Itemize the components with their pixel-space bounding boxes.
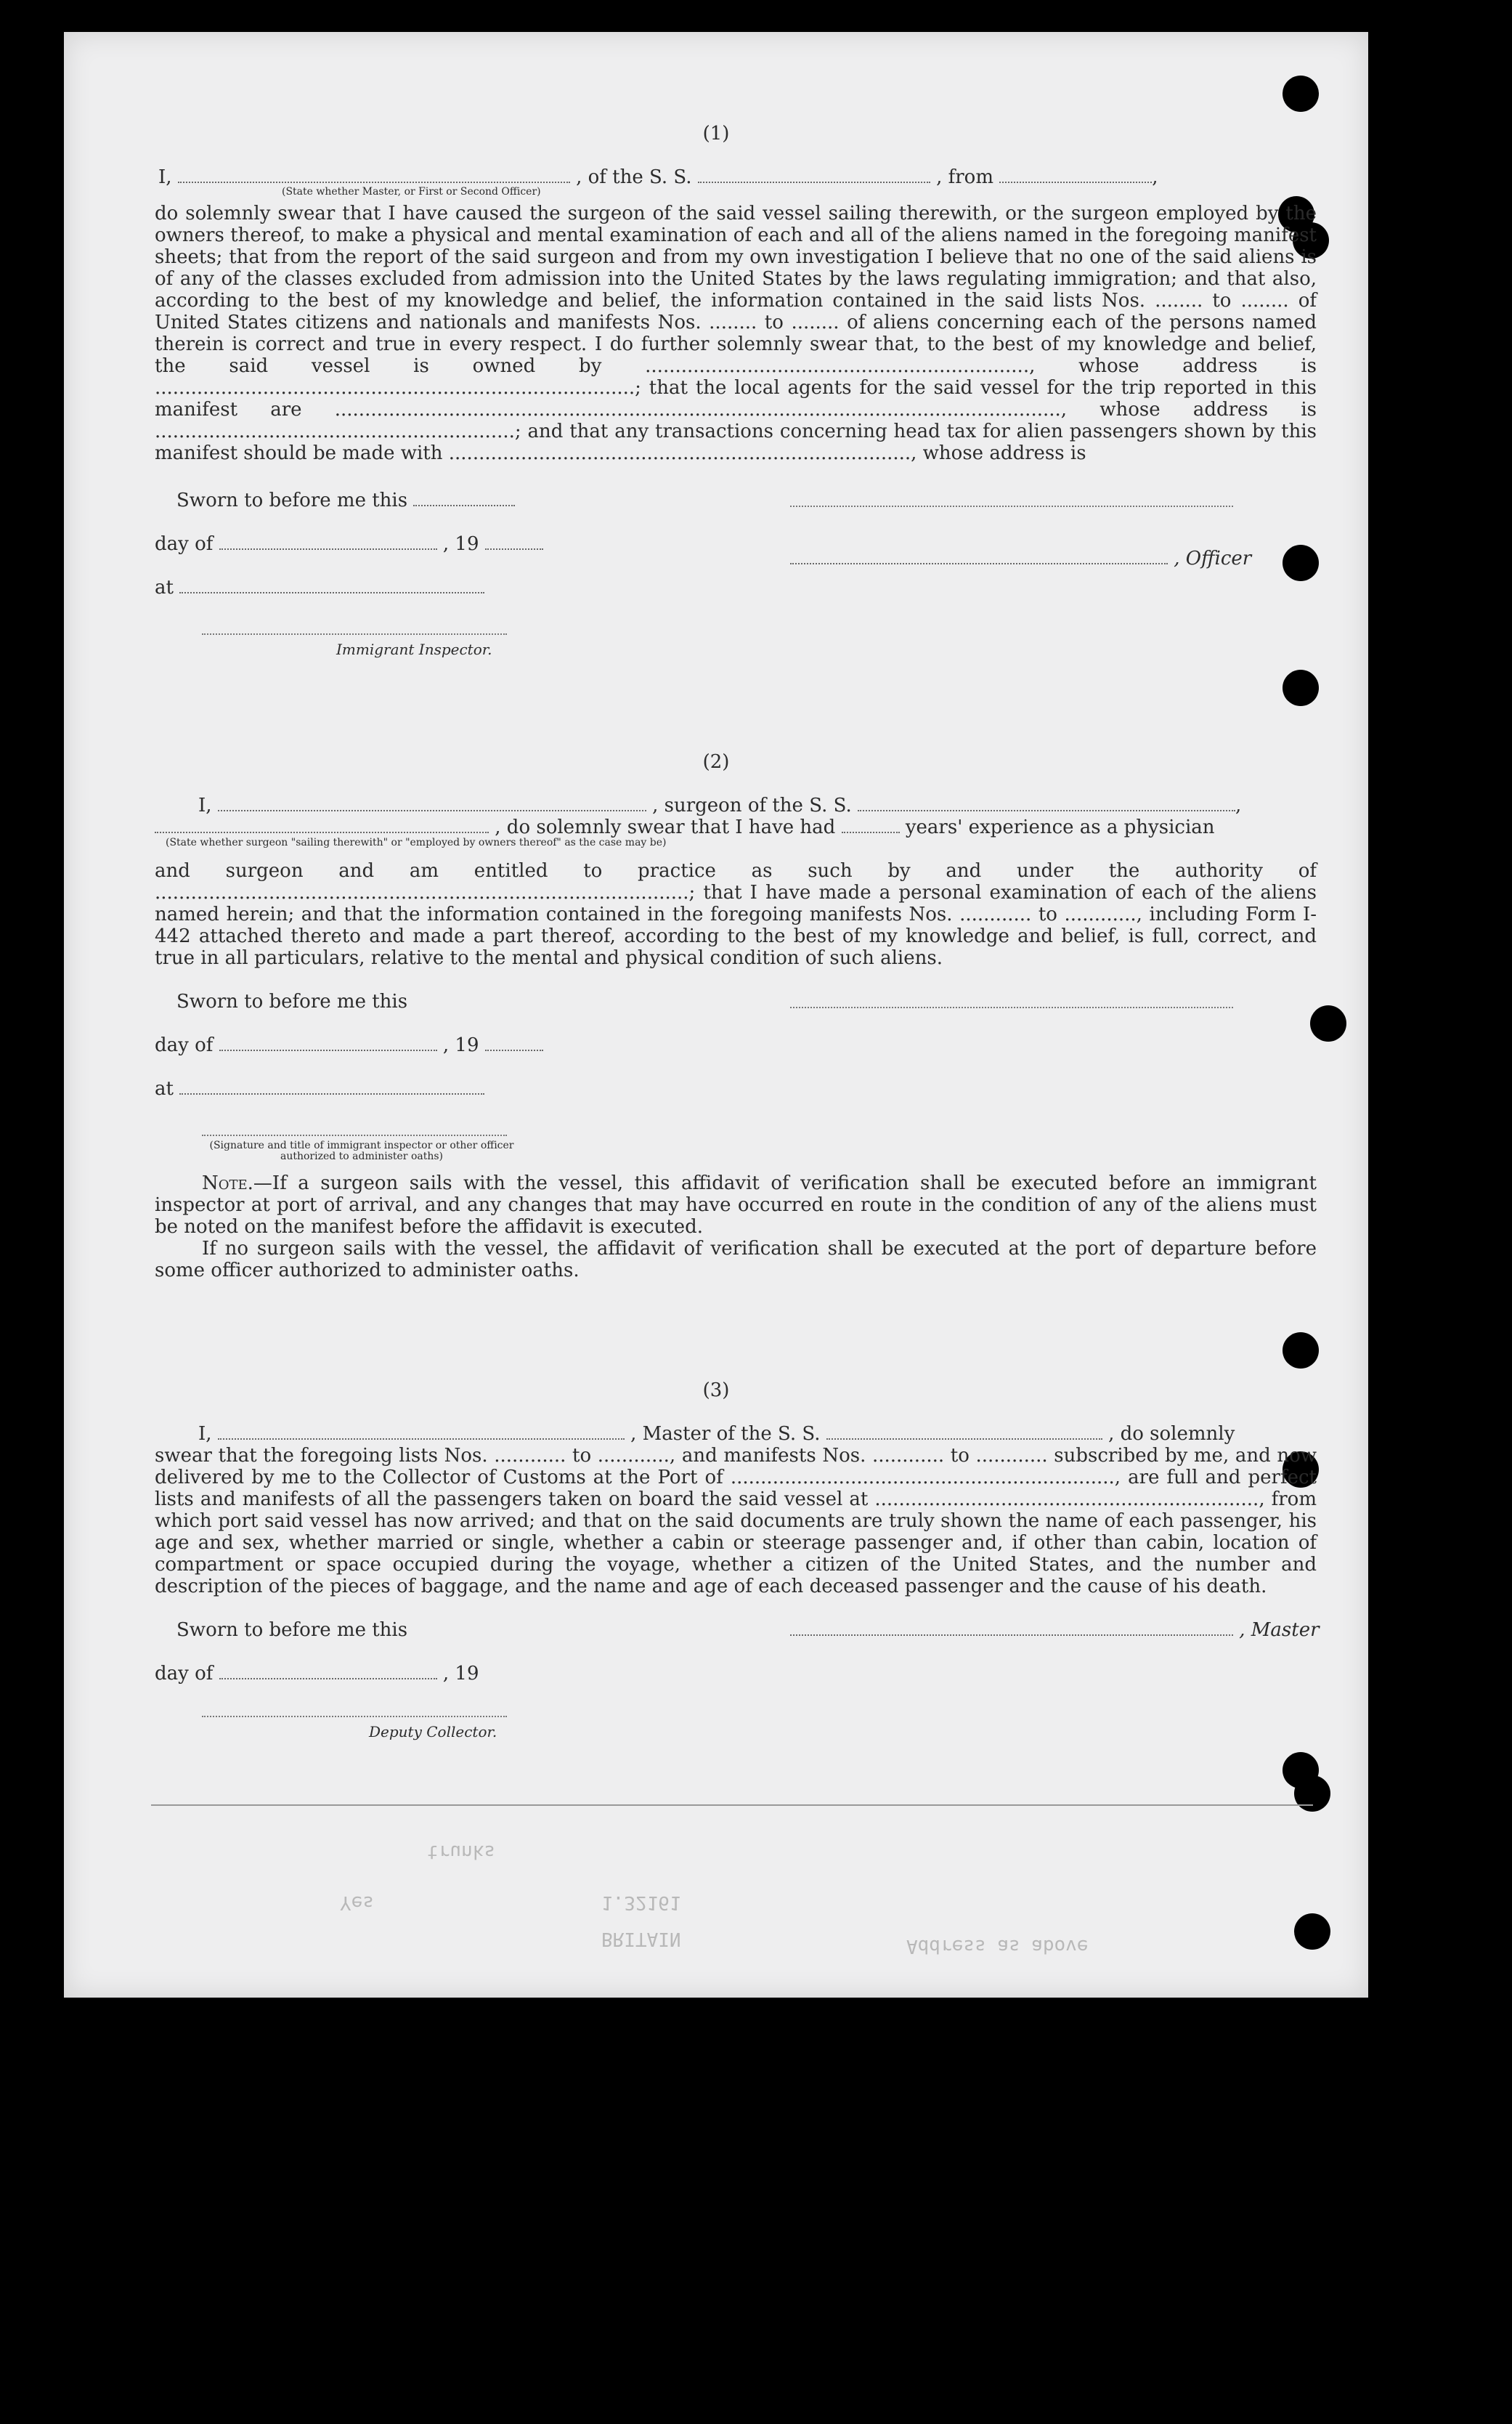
line-text: , 19	[442, 1034, 479, 1056]
note-label: Note.	[202, 1172, 253, 1194]
line-text: I,	[198, 795, 212, 816]
paragraph-text: If no surgeon sails with the vessel, the affidavit of verification shall be executed at the port of departure before some officer authorized to administer oaths.	[155, 1238, 1317, 1281]
month-field[interactable]	[219, 535, 437, 550]
field-caption: (State whether surgeon "sailing therewith" or "employed by owners thereof" as the case may be)	[166, 837, 667, 848]
date-line	[155, 533, 543, 555]
paragraph-text: and surgeon and am entitled to practice as such by and under the authority of .........................................................................................; that I have made a personal examination of each of the aliens named herein; and that the information contained in the foregoing manifests Nos. ............ to ............, including Form I-442 attached thereto and made a part thereof, according to the best of my knowledge and belief, is full, correct, and true in all particulars, relative to the mental and physical condition of such aliens.	[155, 860, 1317, 969]
punch-hole	[1283, 76, 1319, 112]
name-field[interactable]	[218, 797, 646, 811]
bleed-text: trunks	[427, 1841, 495, 1862]
line-text: , do solemnly swear that I have had	[495, 816, 836, 838]
line-text: , 19	[442, 1663, 479, 1685]
vessel-field[interactable]	[858, 797, 1235, 811]
at-line	[155, 1078, 484, 1100]
inspector-label: Immigrant Inspector.	[336, 641, 492, 658]
line-text: I,	[198, 1423, 212, 1445]
line-text: Sworn to before me this	[176, 490, 408, 511]
sworn-day-field[interactable]	[413, 492, 515, 506]
line-text: , Master of the S. S.	[630, 1423, 821, 1445]
sworn-line	[176, 991, 407, 1013]
place-field[interactable]	[179, 579, 484, 593]
month-field[interactable]	[219, 1037, 437, 1051]
name-field[interactable]	[218, 1425, 625, 1440]
bleed-text: BRITAIN	[601, 1928, 681, 1950]
line-text: at	[155, 1078, 174, 1100]
from-field[interactable]	[999, 169, 1152, 183]
section-number: (3)	[702, 1379, 730, 1401]
bleed-text: Address as above	[906, 1935, 1089, 1957]
punch-hole	[1310, 1005, 1346, 1042]
bleed-text: 1.32161	[601, 1892, 681, 1913]
field-caption: (Signature and title of immigrant inspector or other officer authorized to administer oaths)	[209, 1140, 514, 1162]
paragraph-text: swear that the foregoing lists Nos. ............ to ............, and manifests Nos. ............ to ............ subscribed by me, and now delivered by me to the Collector of Customs at the Port of ................................................................, are full and perfect lists and manifests of all the passengers taken on board the said vessel at ................................................................, from which port said vessel has now arrived; and that on the said documents are truly shown the name of each passenger, his age and sex, whether married or single, whether a cabin or steerage passenger and, if other than cabin, location of compartment or space occupied during the voyage, whether a citizen of the United States, and the number and description of the pieces of baggage, and the name and age of each deceased passenger and the cause of his death.	[155, 1445, 1317, 1597]
bleed-text: Yes	[340, 1892, 374, 1913]
field-caption: (State whether Master, or First or Second Officer)	[282, 186, 541, 198]
officer-line	[790, 548, 1251, 569]
signature-line[interactable]	[790, 1007, 1233, 1008]
section-number: (2)	[702, 751, 730, 773]
section-number: (1)	[702, 123, 730, 145]
punch-hole	[1283, 670, 1319, 706]
punch-hole	[1294, 1775, 1330, 1812]
master-line	[790, 1619, 1320, 1641]
line-text: , do solemnly	[1108, 1423, 1235, 1445]
collector-signature-line[interactable]	[202, 1716, 507, 1717]
officer-label: , Officer	[1174, 548, 1252, 569]
line-text: day of	[155, 533, 214, 555]
month-field[interactable]	[219, 1665, 437, 1679]
collector-label: Deputy Collector.	[369, 1723, 497, 1740]
officer-signature-field[interactable]	[790, 550, 1168, 564]
manifest-affidavit-page	[64, 32, 1368, 1998]
line-text: Sworn to before me this	[176, 1619, 408, 1641]
line-text: , from	[936, 166, 993, 188]
line-text: day of	[155, 1034, 214, 1056]
line-text: day of	[155, 1663, 214, 1685]
punch-hole	[1283, 545, 1319, 581]
paragraph-text: —If a surgeon sails with the vessel, this affidavit of verification shall be executed before an immigrant inspector at port of arrival, and any changes that may have occurred en route in the condition of any of the aliens must be noted on the manifest before the affidavit is executed.	[155, 1172, 1317, 1238]
line-text: , surgeon of the S. S.	[652, 795, 852, 816]
signature-line[interactable]	[790, 506, 1233, 507]
line-text: , of the S. S.	[576, 166, 692, 188]
affidavit-line: I, , surgeon of the S. S. ,	[198, 795, 1242, 816]
name-field[interactable]	[178, 169, 570, 183]
surgeon-type-field[interactable]	[155, 819, 489, 833]
line-text: , 19	[442, 533, 479, 555]
line-text: years' experience as a physician	[905, 816, 1215, 838]
place-field[interactable]	[179, 1080, 484, 1095]
line-text: Sworn to before me this	[176, 991, 408, 1013]
affidavit-paragraph	[155, 860, 1317, 969]
affidavit-line: I, , of the S. S. , from ,	[158, 166, 1158, 188]
affidavit-line	[198, 1423, 1235, 1445]
years-field[interactable]	[842, 819, 900, 833]
inspector-signature-line[interactable]	[202, 1135, 507, 1136]
affidavit-line	[155, 816, 1215, 838]
year-field[interactable]	[485, 535, 543, 550]
sworn-line	[176, 1619, 407, 1641]
note-paragraph	[155, 1172, 1317, 1281]
vessel-field[interactable]	[826, 1425, 1102, 1440]
bottom-rule	[151, 1804, 1313, 1806]
punch-hole	[1294, 1913, 1330, 1950]
line-text: I,	[158, 166, 172, 188]
vessel-field[interactable]	[698, 169, 930, 183]
paragraph-text: do solemnly swear that I have caused the surgeon of the said vessel sailing therewith, or the surgeon employed by the owners thereof, to make a physical and mental examination of each and all of the aliens named in the foregoing manifest sheets; that from the report of the said surgeon and from my own investigation I believe that no one of the said aliens is of any of the classes excluded from admission into the United States by the laws regulating immigration; and that also, according to the best of my knowledge and belief, the information contained in the said lists Nos. ........ to ........ of United States citizens and nationals and manifests Nos. ........ to ........ of aliens concerning each of the persons named therein is correct and true in every respect. I do further solemnly swear that, to the best of my knowledge and belief, the said vessel is owned by ................................................................, whose address is ................................................................................; that the local agents for the said vessel for the trip reported in this manifest are ........................................................................................................................., whose address is ............................................................; and that any transactions concerning head tax for alien passengers shown by this manifest should be made with ............................................................................., whose address is	[155, 203, 1317, 464]
affidavit-paragraph	[155, 1445, 1317, 1597]
affidavit-paragraph	[155, 203, 1317, 464]
inspector-signature-line[interactable]	[202, 633, 507, 635]
date-line	[155, 1663, 479, 1685]
master-signature-field[interactable]	[790, 1621, 1233, 1636]
line-text: at	[155, 577, 174, 599]
master-label: , Master	[1239, 1619, 1320, 1641]
punch-hole	[1283, 1332, 1319, 1369]
sworn-line	[176, 490, 515, 511]
year-field[interactable]	[485, 1037, 543, 1051]
at-line	[155, 577, 484, 599]
date-line	[155, 1034, 543, 1056]
